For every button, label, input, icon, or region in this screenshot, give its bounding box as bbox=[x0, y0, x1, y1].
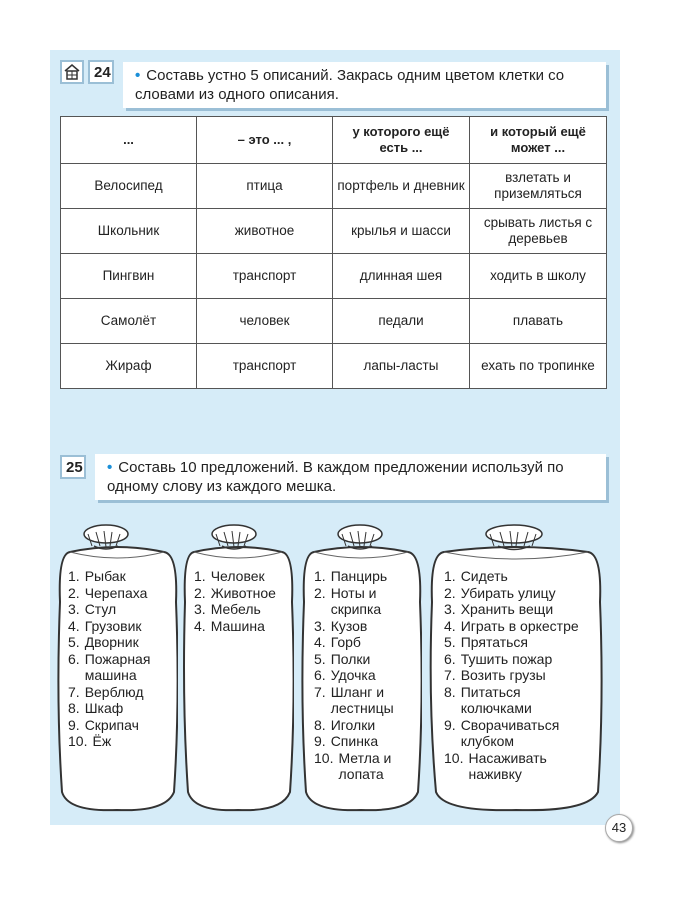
table-cell[interactable]: крылья и шасси bbox=[333, 209, 470, 254]
list-item: 7. Возить грузы bbox=[444, 667, 546, 683]
task-24-text: Составь устно 5 описаний. Закрась одним цветом клетки со словами из одного описания. bbox=[135, 67, 565, 103]
description-table bbox=[60, 116, 607, 389]
task-24-instruction bbox=[123, 62, 606, 108]
page-number: 43 bbox=[605, 814, 633, 842]
list-item: 8. Иголки bbox=[314, 716, 376, 733]
word-bag-2 bbox=[182, 522, 294, 814]
bag-1-list bbox=[68, 568, 172, 750]
bullet-icon: • bbox=[107, 459, 113, 476]
list-item: 4. Машина bbox=[194, 617, 265, 634]
word-bag-3 bbox=[300, 522, 422, 814]
list-item: 3. Кузов bbox=[314, 617, 368, 634]
list-item: 7. Верблюд bbox=[68, 683, 144, 700]
list-item: 2. Черепаха bbox=[68, 584, 148, 601]
list-item: 1. Сидеть bbox=[444, 568, 508, 584]
table-cell[interactable]: человек bbox=[197, 299, 333, 344]
sack-icon bbox=[182, 522, 294, 814]
list-item: 10. Насаживать наживку bbox=[444, 749, 547, 782]
bag-2-list bbox=[194, 568, 290, 634]
list-item: 6. Пожарная машина bbox=[68, 650, 151, 683]
table-header-row bbox=[61, 117, 607, 164]
table-cell[interactable]: ехать по тропинке bbox=[470, 344, 607, 389]
table-cell[interactable]: транспорт bbox=[197, 254, 333, 299]
table-row bbox=[61, 299, 607, 344]
list-item: 8. Питаться колючками bbox=[444, 683, 532, 716]
list-item: 8. Шкаф bbox=[68, 700, 124, 716]
table-cell[interactable]: животное bbox=[197, 209, 333, 254]
table-cell[interactable]: транспорт bbox=[197, 344, 333, 389]
list-item: 3. Мебель bbox=[194, 601, 261, 617]
list-item: 10. Метла и лопата bbox=[314, 749, 392, 782]
list-item: 3. Стул bbox=[68, 601, 117, 617]
table-row bbox=[61, 344, 607, 389]
list-item: 9. Спинка bbox=[314, 733, 379, 749]
table-cell[interactable]: педали bbox=[333, 299, 470, 344]
list-item: 9. Скрипач bbox=[68, 716, 139, 733]
table-cell[interactable]: Самолёт bbox=[61, 299, 197, 344]
house-icon bbox=[60, 60, 84, 84]
list-item: 2. Убирать улицу bbox=[444, 584, 556, 601]
table-cell[interactable]: Школьник bbox=[61, 209, 197, 254]
list-item: 4. Грузовик bbox=[68, 617, 142, 634]
task-24-number: 24 bbox=[88, 60, 114, 84]
table-header: ... bbox=[61, 117, 197, 164]
table-row bbox=[61, 209, 607, 254]
table-header: и который ещё может ... bbox=[470, 117, 607, 164]
list-item: 5. Полки bbox=[314, 650, 371, 667]
list-item: 4. Играть в оркестре bbox=[444, 617, 579, 634]
list-item: 9. Сворачиваться клубком bbox=[444, 716, 560, 749]
list-item: 2. Ноты и скрипка bbox=[314, 584, 382, 617]
word-bag-4 bbox=[428, 522, 604, 814]
list-item: 5. Дворник bbox=[68, 634, 139, 650]
list-item: 5. Прятаться bbox=[444, 634, 528, 650]
list-item: 7. Шланг и лестницы bbox=[314, 683, 394, 716]
table-cell[interactable]: длинная шея bbox=[333, 254, 470, 299]
bag-3-list bbox=[314, 568, 416, 783]
bag-4-list bbox=[444, 568, 592, 783]
table-cell[interactable]: Пингвин bbox=[61, 254, 197, 299]
list-item: 2. Животное bbox=[194, 584, 276, 601]
table-cell[interactable]: плавать bbox=[470, 299, 607, 344]
list-item: 10. Ёж bbox=[68, 733, 112, 749]
list-item: 6. Тушить пожар bbox=[444, 650, 553, 667]
table-cell[interactable]: ходить в школу bbox=[470, 254, 607, 299]
table-cell[interactable]: Велосипед bbox=[61, 164, 197, 209]
table-header: у которого ещё есть ... bbox=[333, 117, 470, 164]
table-header: – это ... , bbox=[197, 117, 333, 164]
table-cell[interactable]: срывать листья с деревьев bbox=[470, 209, 607, 254]
table-cell[interactable]: Жираф bbox=[61, 344, 197, 389]
table-row bbox=[61, 164, 607, 209]
list-item: 4. Горб bbox=[314, 634, 361, 650]
task-25-text: Составь 10 предложений. В каждом предложении используй по одному слову из каждого мешка. bbox=[107, 459, 564, 495]
table-cell[interactable]: взлетать и приземляться bbox=[470, 164, 607, 209]
task-25-number: 25 bbox=[60, 455, 86, 479]
table-row bbox=[61, 254, 607, 299]
table-cell[interactable]: лапы-ласты bbox=[333, 344, 470, 389]
list-item: 1. Рыбак bbox=[68, 568, 126, 584]
list-item: 3. Хранить вещи bbox=[444, 601, 554, 617]
table-cell[interactable]: портфель и дневник bbox=[333, 164, 470, 209]
list-item: 1. Панцирь bbox=[314, 568, 388, 584]
word-bag-1 bbox=[56, 522, 178, 814]
table-cell[interactable]: птица bbox=[197, 164, 333, 209]
list-item: 6. Удочка bbox=[314, 667, 376, 683]
list-item: 1. Человек bbox=[194, 568, 265, 584]
bullet-icon: • bbox=[135, 67, 141, 84]
task-25-instruction bbox=[95, 454, 606, 500]
